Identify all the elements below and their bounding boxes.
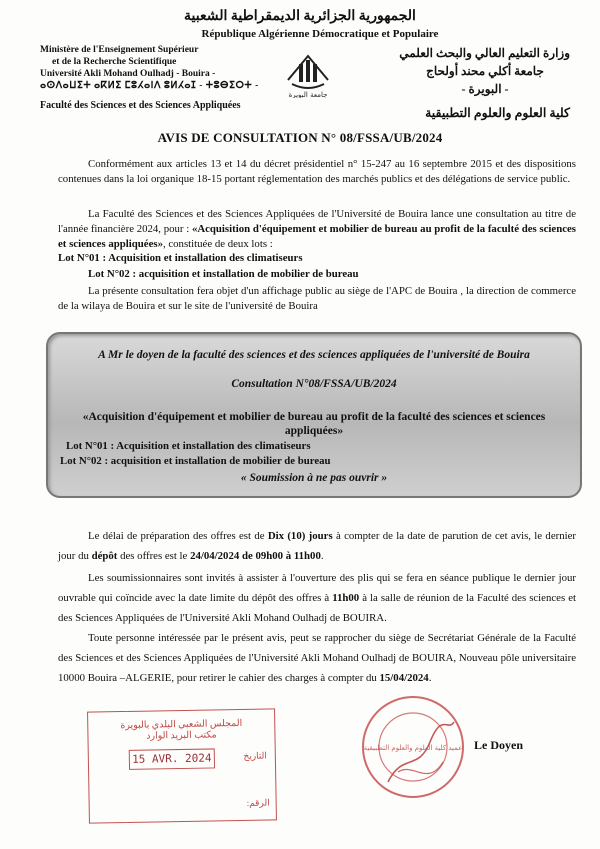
envelope-label-box (46, 332, 582, 498)
stamp-council-name: المجلس الشعبي البلدي بالبويرة (120, 718, 243, 732)
paragraph-publication: La présente consultation fera objet d'un affichage public au siège de l'APC de Bouira , la direction de commerce de la wilaya de Bouira et sur le site de l'université de Bouira (58, 285, 576, 312)
city-arabic: - البويرة - (461, 82, 509, 96)
paragraph-contact: Toute personne intéressée par le présent avis, peut se rapprocher du siège de Secrétariat Générale de la Faculté des Sciences et des Sciences Appliquées de l'Université Akli Mohand Oulhadj de BOUIRA, Nouveau pôle universitaire 10000 Bouira –ALGERIE, pour retirer le cahier des charges à compter du 15/04/2024. (58, 632, 576, 684)
republic-french: République Algérienne Démocratique et Populaire (201, 28, 439, 40)
envelope-lot-2: Lot N°02 : acquisition et installation de mobilier de bureau (60, 455, 331, 467)
university-name-fr: Université Akli Mohand Oulhadj - Bouira - (40, 69, 216, 79)
logo-caption: جامعة البويرة (288, 91, 328, 98)
reception-stamp (87, 708, 277, 823)
faculty-name-fr: Faculté des Sciences et des Sciences Appliquées (40, 100, 241, 111)
stamp-date-label: التاريخ (243, 750, 267, 761)
university-name-tifinagh: ⴰⵙⴷⴰⵡⵉⵜ ⴰⴽⵍⵉ ⵎⵓⵃⴰⵏⴷ ⵓⵍⵃⴰⵊ - ⵜⵓⴱⵉⵔⵜ - (40, 81, 259, 91)
official-round-stamp (358, 692, 468, 802)
stamp-ref-label: الرقم: (246, 797, 270, 808)
paragraph-deadline: Le délai de préparation des offres est de Dix (10) jours à compter de la date de parution de cet avis, le dernier jour du dépôt des offres est le 24/04/2024 de 09h00 à 11h00. (58, 530, 576, 562)
signature-title: Le Doyen (474, 738, 523, 752)
letterhead-left (40, 44, 260, 112)
faculty-name-arabic: كلية العلوم والعلوم التطبيقية (425, 106, 570, 120)
paragraph-legal-basis: Conformément aux articles 13 et 14 du décret présidentiel n° 15-247 au 16 septembre 2015 et des dispositions contenues dans la loi organique 18-15 portant réglementation des marchés publics et des délégations de service public. (58, 158, 576, 185)
paragraph-opening: Les soumissionnaires sont invités à assister à l'ouverture des plis qui se fera en séance publique le dernier jour ouvrable qui coïncide avec la date limite du dépôt des offres à 11h00 à la salle de réunion de la Faculté des sciences et des Sciences Appliquées de l'Université Akli Mohand Oulhadj de BOUIRA. (58, 572, 576, 624)
envelope-lot-1: Lot N°01 : Acquisition et installation des climatiseurs (66, 440, 311, 452)
ministry-arabic: وزارة التعليم العالي والبحث العلمي (399, 46, 570, 60)
stamp-round-text: عميد كلية العلوم والعلوم التطبيقية (363, 744, 463, 752)
envelope-subject: «Acquisition d'équipement et mobilier de bureau au profit de la faculté des sciences et sciences appliquées» (82, 411, 546, 437)
ministry-line-1: Ministère de l'Enseignement Supérieur (40, 45, 199, 55)
envelope-notice: « Soumission à ne pas ouvrir » (240, 472, 388, 484)
university-logo (282, 50, 334, 98)
paragraph-consultation: La Faculté des Sciences et des Sciences Appliquées de l'Université de Bouira lance une consultation au titre de l'année financière 2024, pour : «Acquisition d'équipement et mobilier de bureau au profit de la faculté des sciences et sciences appliquées», constituée de deux lots : (58, 208, 577, 250)
stamp-office-name: مكتب البريد الوارد (146, 730, 217, 742)
envelope-reference: Consultation N°08/FSSA/UB/2024 (231, 378, 397, 390)
ministry-line-2: et de la Recherche Scientifique (52, 57, 177, 67)
lot-2: Lot N°02 : acquisition et installation de mobilier de bureau (88, 268, 359, 280)
stamp-date-value: 15 AVR. 2024 (129, 748, 215, 769)
lot-1: Lot N°01 : Acquisition et installation des climatiseurs (58, 252, 303, 264)
document-title: AVIS DE CONSULTATION N° 08/FSSA/UB/2024 (157, 130, 443, 145)
university-name-arabic: جامعة أكلي محند أولحاج (426, 64, 544, 78)
envelope-recipient: A Mr le doyen de la faculté des sciences et des sciences appliquées de l'université de Bouira (98, 349, 530, 361)
letterhead-right (360, 44, 570, 122)
republic-arabic: الجمهورية الجزائرية الديمقراطية الشعبية (184, 9, 416, 24)
